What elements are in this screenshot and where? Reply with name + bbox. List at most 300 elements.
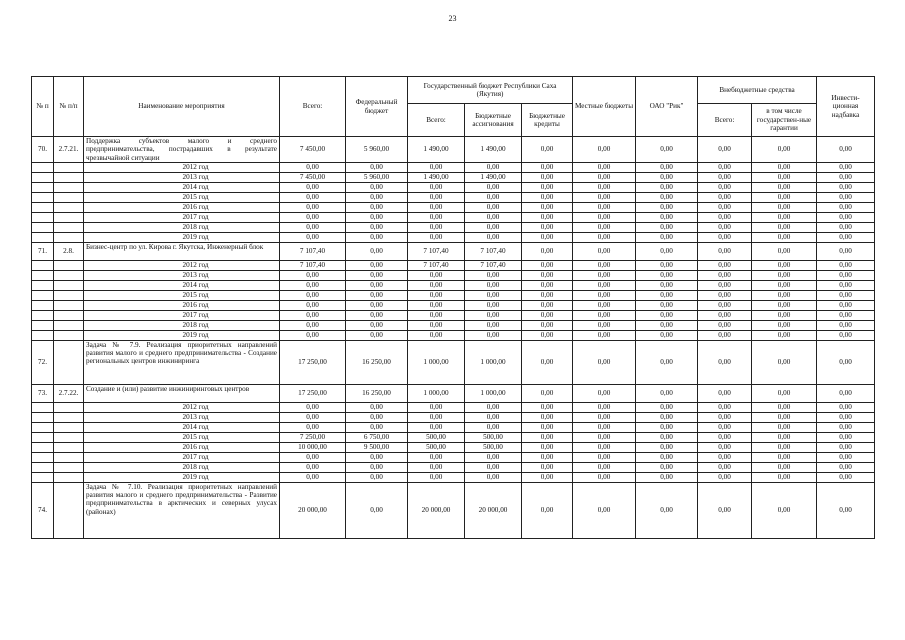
row-year: 2015 год — [84, 192, 280, 202]
cell-value: 0,00 — [752, 242, 817, 260]
cell-value: 1 490,00 — [408, 137, 465, 163]
row-number — [32, 280, 54, 290]
cell-value: 0,00 — [280, 212, 346, 222]
cell-value: 0,00 — [752, 340, 817, 384]
cell-value: 0,00 — [346, 422, 408, 432]
cell-value: 0,00 — [698, 270, 752, 280]
cell-value: 0,00 — [465, 280, 522, 290]
cell-value: 0,00 — [636, 222, 698, 232]
cell-value: 0,00 — [280, 192, 346, 202]
cell-value: 0,00 — [698, 137, 752, 163]
cell-value: 0,00 — [817, 182, 875, 192]
cell-value: 0,00 — [636, 270, 698, 280]
cell-value: 0,00 — [636, 482, 698, 538]
cell-value: 0,00 — [408, 202, 465, 212]
cell-value: 20 000,00 — [280, 482, 346, 538]
row-code — [54, 162, 84, 172]
table-row — [32, 482, 875, 538]
cell-value: 0,00 — [752, 462, 817, 472]
cell-value: 0,00 — [698, 212, 752, 222]
table-row-year — [32, 422, 875, 432]
row-year: 2018 год — [84, 462, 280, 472]
cell-value: 1 000,00 — [408, 384, 465, 402]
row-number — [32, 320, 54, 330]
cell-value: 0,00 — [698, 452, 752, 462]
cell-value: 0,00 — [636, 232, 698, 242]
table-row-year — [32, 280, 875, 290]
row-number — [32, 260, 54, 270]
row-code — [54, 280, 84, 290]
cell-value: 0,00 — [752, 442, 817, 452]
cell-value: 0,00 — [573, 384, 636, 402]
table-row-year — [32, 222, 875, 232]
row-code — [54, 212, 84, 222]
cell-value: 0,00 — [817, 320, 875, 330]
cell-value: 0,00 — [346, 232, 408, 242]
cell-value: 0,00 — [817, 402, 875, 412]
table-row-year — [32, 442, 875, 452]
cell-value: 0,00 — [280, 402, 346, 412]
row-code — [54, 222, 84, 232]
table-row-year — [32, 260, 875, 270]
cell-value: 0,00 — [522, 442, 573, 452]
row-code — [54, 452, 84, 462]
cell-value: 0,00 — [817, 242, 875, 260]
cell-value: 0,00 — [752, 232, 817, 242]
header-local: Местные бюджеты — [573, 77, 636, 137]
cell-value: 0,00 — [408, 212, 465, 222]
cell-value: 0,00 — [522, 162, 573, 172]
row-number — [32, 412, 54, 422]
cell-value: 7 450,00 — [280, 137, 346, 163]
cell-value: 0,00 — [698, 192, 752, 202]
cell-value: 0,00 — [522, 242, 573, 260]
row-code — [54, 202, 84, 212]
cell-value: 0,00 — [698, 432, 752, 442]
cell-value: 0,00 — [280, 280, 346, 290]
table-row-year — [32, 182, 875, 192]
cell-value: 0,00 — [698, 472, 752, 482]
cell-value: 0,00 — [408, 412, 465, 422]
header-state-total: Всего: — [408, 104, 465, 137]
cell-value: 0,00 — [636, 310, 698, 320]
cell-value: 1 000,00 — [465, 340, 522, 384]
row-year: 2018 год — [84, 320, 280, 330]
cell-value: 0,00 — [817, 310, 875, 320]
row-year: 2017 год — [84, 452, 280, 462]
row-code — [54, 172, 84, 182]
cell-value: 0,00 — [346, 162, 408, 172]
cell-value: 0,00 — [573, 280, 636, 290]
cell-value: 0,00 — [752, 202, 817, 212]
cell-value: 0,00 — [636, 384, 698, 402]
cell-value: 0,00 — [698, 330, 752, 340]
row-code — [54, 260, 84, 270]
cell-value: 0,00 — [817, 260, 875, 270]
row-year: 2016 год — [84, 202, 280, 212]
row-code — [54, 482, 84, 538]
cell-value: 0,00 — [408, 222, 465, 232]
cell-value: 0,00 — [465, 162, 522, 172]
cell-value: 0,00 — [522, 330, 573, 340]
cell-value: 0,00 — [522, 172, 573, 182]
row-number — [32, 462, 54, 472]
cell-value: 0,00 — [752, 172, 817, 182]
cell-value: 0,00 — [752, 412, 817, 422]
cell-value: 0,00 — [698, 384, 752, 402]
cell-value: 0,00 — [280, 452, 346, 462]
table-row — [32, 242, 875, 260]
cell-value: 0,00 — [522, 340, 573, 384]
row-year: 2014 год — [84, 280, 280, 290]
cell-value: 0,00 — [817, 300, 875, 310]
row-number — [32, 422, 54, 432]
cell-value: 0,00 — [698, 222, 752, 232]
cell-value: 0,00 — [752, 310, 817, 320]
cell-value: 0,00 — [280, 300, 346, 310]
cell-value: 0,00 — [346, 452, 408, 462]
cell-value: 0,00 — [573, 212, 636, 222]
cell-value: 0,00 — [636, 452, 698, 462]
cell-value: 0,00 — [752, 452, 817, 462]
cell-value: 0,00 — [573, 462, 636, 472]
header-oao: ОАО "Рик" — [636, 77, 698, 137]
cell-value: 0,00 — [817, 330, 875, 340]
cell-value: 0,00 — [752, 482, 817, 538]
row-number — [32, 290, 54, 300]
row-code — [54, 232, 84, 242]
cell-value: 0,00 — [573, 162, 636, 172]
cell-value: 0,00 — [817, 222, 875, 232]
cell-value: 0,00 — [280, 232, 346, 242]
cell-value: 0,00 — [346, 212, 408, 222]
cell-value: 0,00 — [636, 202, 698, 212]
cell-value: 0,00 — [346, 300, 408, 310]
cell-value: 0,00 — [573, 482, 636, 538]
cell-value: 0,00 — [817, 202, 875, 212]
cell-value: 0,00 — [636, 412, 698, 422]
row-year: 2019 год — [84, 232, 280, 242]
cell-value: 0,00 — [752, 472, 817, 482]
cell-value: 0,00 — [408, 330, 465, 340]
cell-value: 7 107,40 — [280, 260, 346, 270]
row-number: 72. — [32, 340, 54, 384]
cell-value: 0,00 — [465, 182, 522, 192]
cell-value: 0,00 — [408, 310, 465, 320]
cell-value: 0,00 — [698, 202, 752, 212]
cell-value: 0,00 — [698, 462, 752, 472]
cell-value: 0,00 — [346, 222, 408, 232]
cell-value: 0,00 — [408, 162, 465, 172]
row-code — [54, 462, 84, 472]
cell-value: 0,00 — [280, 320, 346, 330]
row-code — [54, 442, 84, 452]
row-year: 2016 год — [84, 442, 280, 452]
row-number — [32, 212, 54, 222]
cell-value: 0,00 — [522, 482, 573, 538]
cell-value: 0,00 — [698, 340, 752, 384]
row-code: 2.8. — [54, 242, 84, 260]
cell-value: 0,00 — [408, 270, 465, 280]
cell-value: 0,00 — [408, 422, 465, 432]
table-row-year — [32, 162, 875, 172]
row-number — [32, 472, 54, 482]
cell-value: 0,00 — [752, 320, 817, 330]
cell-value: 0,00 — [698, 422, 752, 432]
cell-value: 0,00 — [522, 402, 573, 412]
row-code — [54, 402, 84, 412]
row-year: 2012 год — [84, 162, 280, 172]
cell-value: 5 960,00 — [346, 137, 408, 163]
cell-value: 0,00 — [522, 412, 573, 422]
row-name: Поддержка субъектов малого и среднего предпринимательства, пострадавших в результате чрезвычайной ситуации — [84, 137, 280, 163]
cell-value: 0,00 — [636, 422, 698, 432]
row-number — [32, 172, 54, 182]
row-code — [54, 310, 84, 320]
cell-value: 20 000,00 — [408, 482, 465, 538]
cell-value: 0,00 — [636, 320, 698, 330]
cell-value: 0,00 — [636, 462, 698, 472]
cell-value: 0,00 — [636, 260, 698, 270]
cell-value: 0,00 — [280, 472, 346, 482]
cell-value: 0,00 — [465, 300, 522, 310]
cell-value: 0,00 — [752, 330, 817, 340]
cell-value: 0,00 — [573, 472, 636, 482]
cell-value: 0,00 — [465, 212, 522, 222]
cell-value: 0,00 — [817, 452, 875, 462]
cell-value: 7 107,40 — [465, 260, 522, 270]
cell-value: 0,00 — [636, 432, 698, 442]
cell-value: 0,00 — [636, 172, 698, 182]
cell-value: 0,00 — [346, 310, 408, 320]
row-code — [54, 290, 84, 300]
cell-value: 7 107,40 — [408, 242, 465, 260]
cell-value: 7 107,40 — [465, 242, 522, 260]
cell-value: 0,00 — [522, 462, 573, 472]
cell-value: 1 000,00 — [408, 340, 465, 384]
table-row-year — [32, 412, 875, 422]
cell-value: 0,00 — [280, 162, 346, 172]
cell-value: 0,00 — [522, 310, 573, 320]
row-year: 2018 год — [84, 222, 280, 232]
row-code — [54, 182, 84, 192]
cell-value: 0,00 — [573, 402, 636, 412]
cell-value: 0,00 — [636, 290, 698, 300]
cell-value: 0,00 — [280, 310, 346, 320]
cell-value: 0,00 — [817, 212, 875, 222]
cell-value: 0,00 — [752, 402, 817, 412]
cell-value: 0,00 — [817, 172, 875, 182]
cell-value: 0,00 — [346, 192, 408, 202]
cell-value: 500,00 — [408, 442, 465, 452]
cell-value: 0,00 — [573, 452, 636, 462]
cell-value: 0,00 — [465, 330, 522, 340]
cell-value: 0,00 — [698, 290, 752, 300]
row-year: 2019 год — [84, 472, 280, 482]
cell-value: 0,00 — [408, 182, 465, 192]
row-year: 2016 год — [84, 300, 280, 310]
cell-value: 1 490,00 — [408, 172, 465, 182]
cell-value: 0,00 — [573, 232, 636, 242]
cell-value: 0,00 — [573, 340, 636, 384]
cell-value: 0,00 — [522, 422, 573, 432]
cell-value: 0,00 — [346, 182, 408, 192]
cell-value: 7 107,40 — [408, 260, 465, 270]
cell-value: 0,00 — [522, 270, 573, 280]
cell-value: 0,00 — [752, 212, 817, 222]
cell-value: 0,00 — [573, 290, 636, 300]
row-code — [54, 432, 84, 442]
cell-value: 0,00 — [346, 472, 408, 482]
cell-value: 0,00 — [465, 202, 522, 212]
cell-value: 0,00 — [817, 462, 875, 472]
row-year: 2014 год — [84, 182, 280, 192]
cell-value: 0,00 — [465, 462, 522, 472]
cell-value: 0,00 — [522, 300, 573, 310]
row-number — [32, 162, 54, 172]
cell-value: 0,00 — [817, 442, 875, 452]
cell-value: 500,00 — [408, 432, 465, 442]
cell-value: 0,00 — [698, 182, 752, 192]
row-number — [32, 452, 54, 462]
cell-value: 0,00 — [636, 242, 698, 260]
header-extra-total: Всего: — [698, 104, 752, 137]
cell-value: 0,00 — [465, 452, 522, 462]
cell-value: 0,00 — [817, 290, 875, 300]
row-code — [54, 472, 84, 482]
cell-value: 0,00 — [752, 260, 817, 270]
cell-value: 0,00 — [698, 172, 752, 182]
cell-value: 0,00 — [698, 300, 752, 310]
cell-value: 0,00 — [408, 290, 465, 300]
table-row-year — [32, 172, 875, 182]
row-year: 2012 год — [84, 260, 280, 270]
table-row-year — [32, 202, 875, 212]
budget-table — [31, 76, 875, 539]
cell-value: 0,00 — [573, 432, 636, 442]
table-row-year — [32, 330, 875, 340]
cell-value: 0,00 — [408, 192, 465, 202]
cell-value: 0,00 — [573, 172, 636, 182]
cell-value: 0,00 — [752, 384, 817, 402]
header-state-alloc: Бюджетные ассигнования — [465, 104, 522, 137]
cell-value: 0,00 — [573, 137, 636, 163]
row-year: 2012 год — [84, 402, 280, 412]
cell-value: 0,00 — [817, 192, 875, 202]
cell-value: 1 490,00 — [465, 137, 522, 163]
cell-value: 0,00 — [280, 422, 346, 432]
cell-value: 0,00 — [522, 232, 573, 242]
cell-value: 0,00 — [346, 330, 408, 340]
cell-value: 0,00 — [408, 320, 465, 330]
row-number — [32, 432, 54, 442]
cell-value: 0,00 — [752, 162, 817, 172]
row-code — [54, 340, 84, 384]
row-number: 71. — [32, 242, 54, 260]
cell-value: 0,00 — [346, 280, 408, 290]
cell-value: 0,00 — [465, 290, 522, 300]
cell-value: 5 960,00 — [346, 172, 408, 182]
cell-value: 0,00 — [522, 384, 573, 402]
cell-value: 0,00 — [465, 270, 522, 280]
cell-value: 0,00 — [465, 232, 522, 242]
cell-value: 0,00 — [522, 320, 573, 330]
cell-value: 0,00 — [346, 270, 408, 280]
cell-value: 0,00 — [752, 192, 817, 202]
cell-value: 0,00 — [522, 182, 573, 192]
cell-value: 0,00 — [280, 330, 346, 340]
cell-value: 0,00 — [698, 412, 752, 422]
cell-value: 0,00 — [280, 182, 346, 192]
cell-value: 0,00 — [636, 442, 698, 452]
table-header — [32, 77, 875, 137]
cell-value: 0,00 — [346, 290, 408, 300]
cell-value: 0,00 — [346, 320, 408, 330]
cell-value: 0,00 — [408, 280, 465, 290]
cell-value: 0,00 — [346, 402, 408, 412]
cell-value: 0,00 — [752, 137, 817, 163]
table-row-year — [32, 300, 875, 310]
cell-value: 1 490,00 — [465, 172, 522, 182]
row-year: 2019 год — [84, 330, 280, 340]
row-year: 2013 год — [84, 270, 280, 280]
cell-value: 0,00 — [573, 422, 636, 432]
cell-value: 0,00 — [752, 300, 817, 310]
cell-value: 0,00 — [465, 310, 522, 320]
cell-value: 0,00 — [346, 260, 408, 270]
row-code — [54, 192, 84, 202]
row-number — [32, 300, 54, 310]
cell-value: 0,00 — [573, 412, 636, 422]
row-name: Задача № 7.9. Реализация приоритетных направлений развития малого и среднего предпринимательства - Создание региональных центров инжиниринга — [84, 340, 280, 384]
row-number — [32, 232, 54, 242]
row-year: 2013 год — [84, 172, 280, 182]
cell-value: 0,00 — [280, 270, 346, 280]
cell-value: 0,00 — [698, 482, 752, 538]
cell-value: 0,00 — [817, 232, 875, 242]
cell-value: 0,00 — [698, 162, 752, 172]
row-code — [54, 412, 84, 422]
row-name: Бизнес-центр по ул. Кирова г. Якутска, Инженерный блок — [84, 242, 280, 260]
row-code — [54, 422, 84, 432]
cell-value: 0,00 — [408, 300, 465, 310]
cell-value: 0,00 — [522, 472, 573, 482]
cell-value: 0,00 — [636, 212, 698, 222]
table-row-year — [32, 290, 875, 300]
cell-value: 0,00 — [698, 320, 752, 330]
header-invest: Инвести-ционная надбавка — [817, 77, 875, 137]
row-code — [54, 300, 84, 310]
cell-value: 7 450,00 — [280, 172, 346, 182]
cell-value: 0,00 — [817, 137, 875, 163]
cell-value: 0,00 — [752, 422, 817, 432]
cell-value: 0,00 — [573, 320, 636, 330]
cell-value: 0,00 — [346, 462, 408, 472]
cell-value: 0,00 — [817, 422, 875, 432]
cell-value: 0,00 — [522, 290, 573, 300]
row-year: 2013 год — [84, 412, 280, 422]
cell-value: 0,00 — [698, 402, 752, 412]
row-code: 2.7.22. — [54, 384, 84, 402]
cell-value: 0,00 — [522, 192, 573, 202]
table-row-year — [32, 462, 875, 472]
table-row-year — [32, 192, 875, 202]
cell-value: 0,00 — [573, 260, 636, 270]
table-row-year — [32, 310, 875, 320]
cell-value: 0,00 — [573, 182, 636, 192]
row-number — [32, 402, 54, 412]
cell-value: 0,00 — [573, 192, 636, 202]
